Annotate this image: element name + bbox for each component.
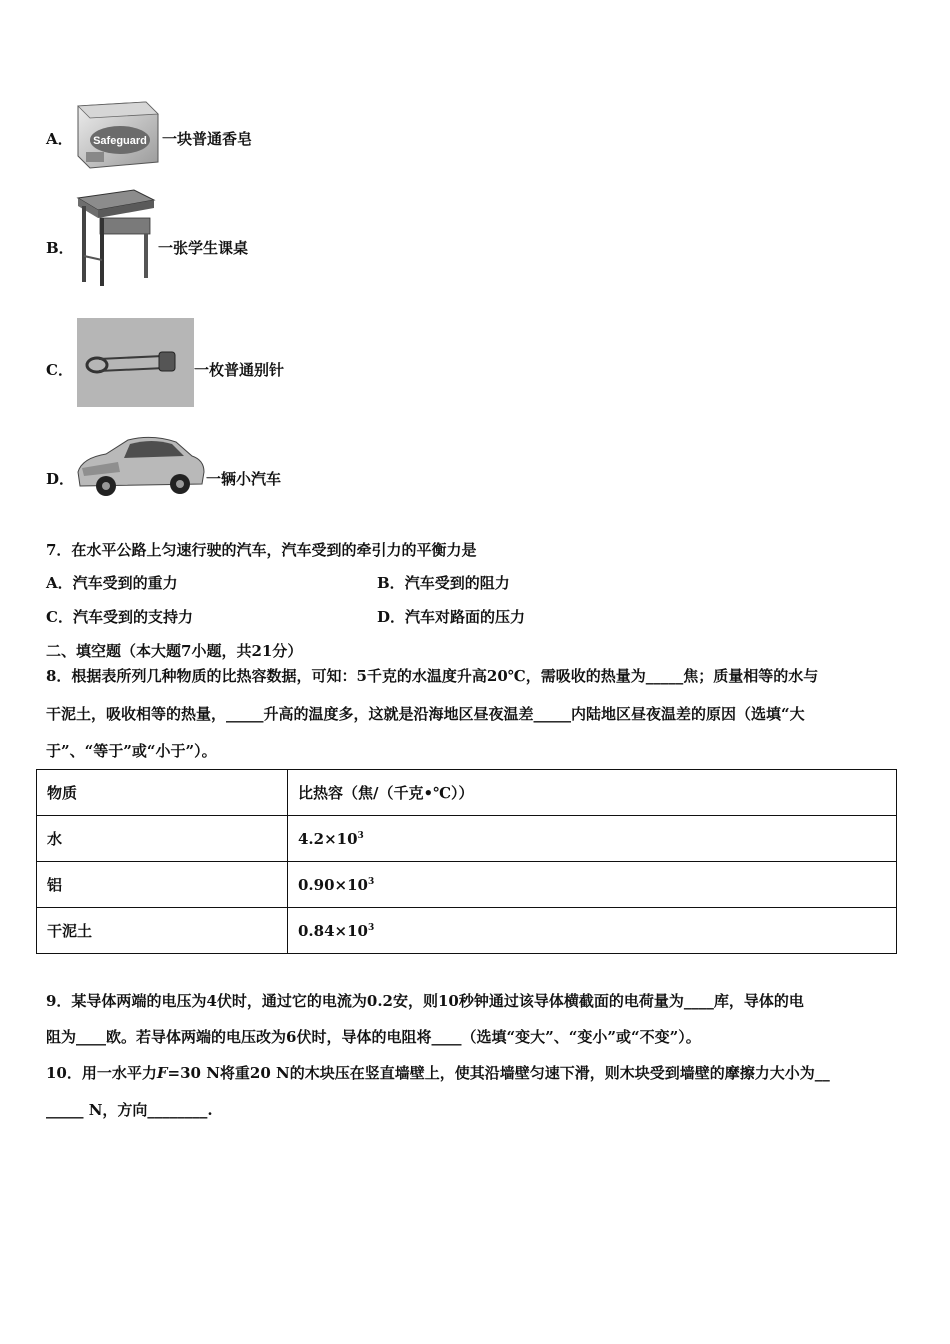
q7-stem: 7．在水平公路上匀速行驶的汽车，汽车受到的牵引力的平衡力是 [46,541,477,559]
q8-line2: 干泥土，吸收相等的热量，_____升高的温度多，这就是沿海地区昼夜温差_____内陆地区昼夜温差的原因（选填“大 [46,705,805,723]
table-header-specific-heat: 比热容（焦/（千克•℃）） [288,770,897,816]
safety-pin-image [77,318,194,407]
table-header-row [37,770,897,816]
q7-option-c [46,606,193,627]
q7-option-a-text: 汽车受到的重力 [72,574,178,592]
q7-option-b-label: B． [377,574,405,592]
section2-heading: 二、填空题（本大题7小题，共21分） [46,642,303,660]
option-c-text: 一枚普通别针 [194,361,285,379]
q7-option-c-text: 汽车受到的支持力 [72,608,193,626]
car-image [72,428,208,500]
option-d-label: D． [46,470,75,488]
desk-image [72,186,158,290]
option-b-label: B． [46,239,74,257]
table-cell-value [288,908,897,954]
q7-option-a [46,572,178,593]
q7-option-d-label: D． [377,608,406,626]
q7-option-c-label: C． [46,608,73,626]
table-cell-value [288,862,897,908]
table-cell-substance: 铝 [37,862,288,908]
q7-option-d-text: 汽车对路面的压力 [405,608,526,626]
q10-line1-rest: =30 N将重20 N的木块压在竖直墙壁上，使其沿墙壁匀速下滑，则木块受到墙壁的摩擦力大小为__ [167,1064,830,1082]
value-exponent: 3 [367,922,375,933]
value-base: 0.84×10 [298,921,368,940]
table-row [37,908,897,954]
option-b-text: 一张学生课桌 [158,239,249,257]
q9-line2: 阻为____欧。若导体两端的电压改为6伏时，导体的电阻将____（选填“变大”、“变小”或“不变”）。 [46,1028,701,1046]
soap-brand-text: Safeguard [93,135,147,147]
q9-line1: 9．某导体两端的电压为4伏时，通过它的电流为0.2安，则10秒钟通过该导体横截面的电荷量为____库，导体的电 [46,992,804,1010]
table-cell-value [288,816,897,862]
value-exponent: 3 [367,876,375,887]
soap-image [72,100,162,172]
value-exponent: 3 [357,830,364,841]
option-d-text: 一辆小汽车 [206,470,282,488]
table-header-substance: 物质 [37,770,288,816]
option-c-label: C． [46,361,73,379]
value-base: 4.2×10 [298,829,358,848]
q10-line2: _____ N，方向________. [46,1101,213,1119]
q8-line1: 8．根据表所列几种物质的比热容数据，可知：5千克的水温度升高20℃，需吸收的热量为_____焦；质量相等的水与 [46,667,819,685]
q7-option-b [377,572,510,593]
value-base: 0.90×10 [298,875,368,894]
q10-line1 [46,1062,830,1083]
table-row [37,816,897,862]
q7-option-a-label: A． [46,574,73,592]
q7-option-d [377,606,525,627]
option-a-label: A． [46,130,73,148]
q10-line1-start: 10．用一水平力 [46,1064,157,1082]
table-row [37,862,897,908]
q10-force-variable: F [156,1064,168,1082]
q7-option-b-text: 汽车受到的阻力 [404,574,510,592]
option-a-text: 一块普通香皂 [162,130,253,148]
q8-line3: 于”、“等于”或“小于”）。 [46,742,217,760]
table-cell-substance: 干泥土 [37,908,288,954]
specific-heat-table [36,769,897,954]
table-cell-substance: 水 [37,816,288,862]
